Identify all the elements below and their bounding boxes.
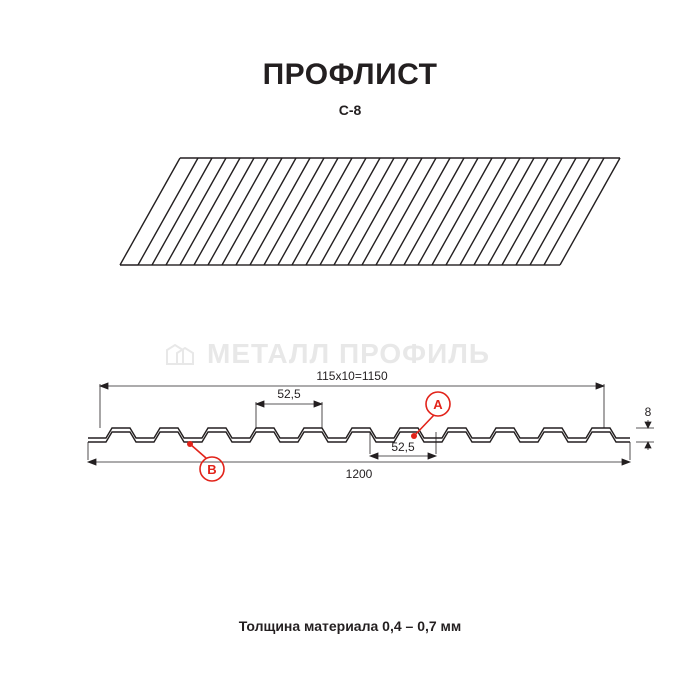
dimension-rib-pitch-top — [256, 401, 322, 407]
dimension-overall-working — [100, 383, 604, 389]
dimension-label-rib-pitch-bottom: 52,5 — [391, 440, 415, 454]
callout-a-label: A — [433, 397, 443, 412]
dimension-label-overall-width: 1200 — [345, 467, 373, 481]
isometric-view-svg — [60, 140, 640, 320]
dimension-label-rib-pitch-top: 52,5 — [277, 387, 301, 401]
section-view — [40, 350, 660, 500]
dimension-overall-width — [88, 459, 630, 465]
isometric-view — [60, 140, 640, 320]
iso-sheet-outline — [120, 158, 620, 265]
page-subtitle: С-8 — [338, 102, 362, 118]
callout-b-label: B — [207, 462, 217, 477]
callout-a — [411, 392, 450, 439]
dimension-label-overall-working: 115х10=1150 — [316, 369, 388, 383]
extension-lines — [88, 384, 654, 460]
material-thickness-note: Толщина материала 0,4 – 0,7 мм — [238, 618, 462, 634]
watermark-bottom-label: МЕТАЛЛ ПРОФИЛЬ — [207, 338, 490, 369]
callout-b — [187, 441, 224, 481]
page-title: ПРОФЛИСТ — [262, 58, 438, 91]
section-view-svg — [40, 350, 660, 500]
dimension-label-height: 8 — [644, 405, 652, 419]
profile-cross-section — [88, 428, 630, 442]
dimension-height — [645, 420, 651, 450]
